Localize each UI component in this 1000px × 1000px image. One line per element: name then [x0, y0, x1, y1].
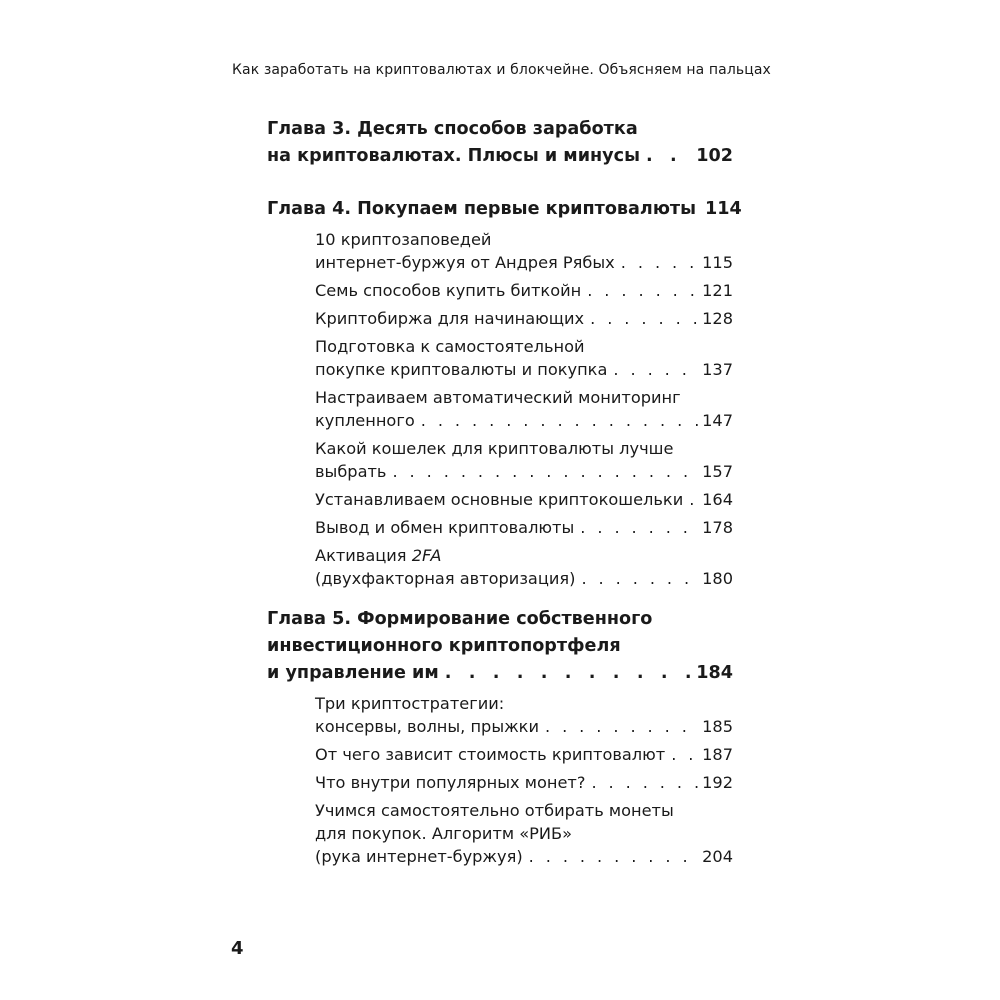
dot-leader [671, 743, 699, 766]
toc-chapter-4 [267, 196, 742, 223]
toc-entry [315, 228, 733, 274]
dot-leader [545, 715, 699, 738]
toc-entry [315, 488, 733, 511]
toc-entry [315, 307, 733, 330]
page-number: 185 [702, 717, 733, 736]
page-number: 157 [702, 462, 733, 481]
dot-leader [421, 409, 699, 432]
entry-last-line [315, 279, 733, 302]
page-number: 121 [702, 281, 733, 300]
chapter-title-line: Глава 3. Десять способов заработка [267, 119, 638, 139]
entry-last-line [315, 358, 733, 381]
dot-leader [591, 771, 699, 794]
entry-text: От чего зависит стоимость криптовалют [315, 745, 666, 764]
dot-leader [529, 845, 699, 868]
entry-last-line [315, 567, 733, 590]
toc-entry [315, 279, 733, 302]
entry-text: покупке криптовалюты и покупка [315, 360, 608, 379]
page-number: 187 [702, 745, 733, 764]
entry-text-line: Подготовка к самостоятельной [315, 337, 585, 356]
table-of-contents [267, 116, 742, 868]
entry-text: консервы, волны, прыжки [315, 717, 539, 736]
entry-text-line: 10 криптозаповедей [315, 230, 492, 249]
chapter-title-line: Глава 5. Формирование собственного [267, 609, 653, 629]
page-number: 102 [696, 146, 733, 166]
toc-entry [315, 386, 733, 432]
dot-leader [392, 460, 699, 483]
page-number: 204 [702, 847, 733, 866]
toc-entry [315, 692, 733, 738]
toc-chapter-4-entries [315, 228, 733, 590]
page-number: 114 [705, 199, 742, 219]
entry-text: (рука интернет-буржуя) [315, 847, 523, 866]
entry-text: Что внутри популярных монет? [315, 773, 586, 792]
folio-page-number: 4 [231, 938, 244, 959]
toc-entry [315, 743, 733, 766]
dot-leader [445, 660, 694, 687]
entry-last-line [315, 845, 733, 868]
entry-text-line: Три криптостратегии: [315, 694, 505, 713]
dot-leader [580, 516, 699, 539]
running-header: Как заработать на криптовалютах и блокчейне. Объясняем на пальцах [232, 62, 771, 78]
entry-text: Криптобиржа для начинающих [315, 309, 585, 328]
toc-entry [315, 335, 733, 381]
toc-entry [315, 799, 733, 868]
page-number: 137 [702, 360, 733, 379]
entry-last-line [315, 409, 733, 432]
entry-last-line [315, 307, 733, 330]
toc-chapter-5 [267, 606, 733, 687]
chapter-title-line [267, 660, 733, 687]
page-number: 184 [696, 663, 733, 683]
entry-last-line [315, 460, 733, 483]
dot-leader [590, 307, 699, 330]
entry-text: Вывод и обмен криптовалюты [315, 518, 575, 537]
entry-text: Устанавливаем основные криптокошельки [315, 490, 684, 509]
entry-text-prefix: Активация [315, 546, 412, 565]
entry-text-line: Какой кошелек для криптовалюты лучше [315, 439, 674, 458]
page-number: 147 [702, 411, 733, 430]
toc-entry [315, 544, 733, 590]
chapter-title-line [267, 196, 742, 223]
entry-text-line: для покупок. Алгоритм «РИБ» [315, 824, 573, 843]
entry-text-line: Настраиваем автоматический мониторинг [315, 388, 681, 407]
chapter-title-line [267, 143, 733, 170]
dot-leader [587, 279, 699, 302]
entry-last-line [315, 715, 733, 738]
entry-text-italic: 2FA [411, 546, 442, 565]
entry-text-line [315, 544, 733, 567]
entry-last-line [315, 771, 733, 794]
entry-last-line [315, 743, 733, 766]
entry-text: купленного [315, 411, 415, 430]
chapter-title-text: и управление им [267, 663, 439, 683]
entry-last-line [315, 251, 733, 274]
entry-text: (двухфакторная авторизация) [315, 569, 576, 588]
page-number: 178 [702, 518, 733, 537]
dot-leader [689, 488, 699, 511]
dot-leader [621, 251, 699, 274]
entry-last-line [315, 516, 733, 539]
toc-chapter-3 [267, 116, 733, 170]
entry-text: Семь способов купить биткойн [315, 281, 582, 300]
dot-leader [613, 358, 699, 381]
toc-entry [315, 437, 733, 483]
toc-entry [315, 771, 733, 794]
dot-leader [581, 567, 699, 590]
entry-last-line [315, 488, 733, 511]
page-number: 180 [702, 569, 733, 588]
entry-text: выбрать [315, 462, 387, 481]
page-number: 128 [702, 309, 733, 328]
entry-text: интернет-буржуя от Андрея Рябых [315, 253, 615, 272]
chapter-title-text: на криптовалютах. Плюсы и минусы [267, 146, 640, 166]
toc-entry [315, 516, 733, 539]
page-number: 164 [702, 490, 733, 509]
entry-text-line: Учимся самостоятельно отбирать монеты [315, 801, 674, 820]
dot-leader [646, 143, 693, 170]
toc-chapter-5-entries [315, 692, 733, 868]
chapter-title-line: инвестиционного криптопортфеля [267, 636, 621, 656]
page-number: 115 [702, 253, 733, 272]
chapter-title-text: Глава 4. Покупаем первые криптовалюты [267, 199, 697, 219]
page-number: 192 [702, 773, 733, 792]
